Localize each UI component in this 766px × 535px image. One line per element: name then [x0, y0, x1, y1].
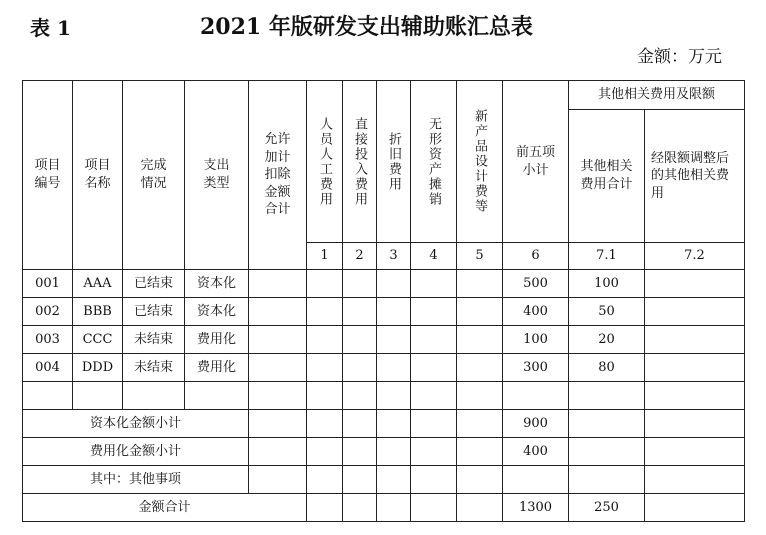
cell-empty: [377, 270, 411, 298]
cell-empty: [307, 438, 343, 466]
cell-empty: [307, 382, 343, 410]
cell-empty: [249, 326, 307, 354]
unit-label: 金额：万元: [637, 47, 722, 67]
cell-empty: [307, 326, 343, 354]
header-direct-input: 直接投入费用: [343, 81, 377, 243]
col-number: 7.2: [645, 243, 745, 270]
cell-empty: [343, 466, 377, 494]
cell-item-no: 002: [23, 298, 73, 326]
cell-empty: [377, 354, 411, 382]
cell-status: 已结束: [123, 298, 185, 326]
cell-top5: 1300: [503, 494, 569, 522]
header-other-group: 其他相关费用及限额: [569, 81, 745, 110]
summary-label: 资本化金额小计: [23, 410, 249, 438]
header-intangible: 无形资产摊销: [411, 81, 457, 243]
cell-status: 未结束: [123, 354, 185, 382]
cell-empty: [411, 466, 457, 494]
cell-empty: [307, 354, 343, 382]
cell-empty: [411, 494, 457, 522]
cell-empty: [73, 382, 123, 410]
cell-empty: [249, 410, 307, 438]
cell-top5: 500: [503, 270, 569, 298]
cell-empty: [377, 410, 411, 438]
cell-item-name: DDD: [73, 354, 123, 382]
cell-top5: 400: [503, 438, 569, 466]
cell-empty: [411, 382, 457, 410]
table-row-empty: [23, 382, 745, 410]
header-item-name: 项目 名称: [73, 81, 123, 270]
table-row: [23, 270, 745, 298]
header-allowed-deduction: 允许 加计 扣除 金额 合计: [249, 81, 307, 270]
summary-table: [22, 80, 745, 522]
cell-empty: [457, 354, 503, 382]
summary-row-expensed: [23, 438, 745, 466]
cell-item-no: 004: [23, 354, 73, 382]
cell-status: 已结束: [123, 270, 185, 298]
cell-empty: [307, 298, 343, 326]
cell-empty: [249, 298, 307, 326]
cell-empty: [307, 494, 343, 522]
cell-empty: [411, 298, 457, 326]
summary-row-capitalized: [23, 410, 745, 438]
cell-empty: [343, 382, 377, 410]
cell-empty: [411, 326, 457, 354]
cell-item-no: 003: [23, 326, 73, 354]
cell-type: 资本化: [185, 270, 249, 298]
cell-empty: [249, 382, 307, 410]
table-row: [23, 326, 745, 354]
cell-empty: [249, 466, 307, 494]
col-number: 5: [457, 243, 503, 270]
cell-empty: [503, 466, 569, 494]
cell-top5: 400: [503, 298, 569, 326]
cell-type: 费用化: [185, 354, 249, 382]
cell-item-name: BBB: [73, 298, 123, 326]
cell-empty: [645, 410, 745, 438]
cell-empty: [645, 326, 745, 354]
header-other-total: 其他相关 费用合计: [569, 110, 645, 243]
cell-empty: [23, 382, 73, 410]
cell-other-total: 50: [569, 298, 645, 326]
cell-empty: [343, 326, 377, 354]
col-number: 2: [343, 243, 377, 270]
cell-empty: [457, 270, 503, 298]
header-type: 支出 类型: [185, 81, 249, 270]
cell-top5: 300: [503, 354, 569, 382]
cell-empty: [343, 410, 377, 438]
cell-empty: [411, 438, 457, 466]
cell-empty: [457, 326, 503, 354]
cell-empty: [457, 466, 503, 494]
cell-empty: [569, 382, 645, 410]
cell-empty: [185, 382, 249, 410]
header-item-no: 项目 编号: [23, 81, 73, 270]
col-number: 7.1: [569, 243, 645, 270]
header-top5-subtotal: 前五项 小计: [503, 81, 569, 243]
cell-empty: [645, 438, 745, 466]
cell-item-no: 001: [23, 270, 73, 298]
cell-empty: [377, 466, 411, 494]
summary-label: 费用化金额小计: [23, 438, 249, 466]
cell-empty: [457, 494, 503, 522]
cell-empty: [307, 270, 343, 298]
cell-empty: [645, 466, 745, 494]
col-number: 3: [377, 243, 411, 270]
col-number: 4: [411, 243, 457, 270]
cell-empty: [569, 466, 645, 494]
cell-empty: [249, 438, 307, 466]
summary-label: 其中：其他事项: [23, 466, 249, 494]
cell-empty: [343, 494, 377, 522]
col-number: 6: [503, 243, 569, 270]
cell-empty: [249, 354, 307, 382]
cell-empty: [411, 354, 457, 382]
cell-empty: [411, 410, 457, 438]
summary-label: 金额合计: [23, 494, 307, 522]
cell-empty: [645, 270, 745, 298]
cell-top5: 100: [503, 326, 569, 354]
cell-empty: [645, 298, 745, 326]
cell-empty: [377, 494, 411, 522]
header-status: 完成 情况: [123, 81, 185, 270]
cell-empty: [377, 326, 411, 354]
cell-empty: [569, 438, 645, 466]
cell-status: 未结束: [123, 326, 185, 354]
cell-empty: [411, 270, 457, 298]
cell-empty: [645, 354, 745, 382]
cell-other-total: 100: [569, 270, 645, 298]
cell-empty: [249, 270, 307, 298]
cell-empty: [343, 298, 377, 326]
page-title: 2021 年版研发支出辅助账汇总表: [200, 14, 533, 40]
cell-item-name: AAA: [73, 270, 123, 298]
header-depreciation: 折旧费用: [377, 81, 411, 243]
cell-item-name: CCC: [73, 326, 123, 354]
cell-empty: [457, 410, 503, 438]
cell-other-total: 80: [569, 354, 645, 382]
cell-empty: [569, 410, 645, 438]
cell-empty: [343, 354, 377, 382]
title-bar: [0, 0, 766, 46]
cell-empty: [343, 270, 377, 298]
cell-empty: [457, 382, 503, 410]
cell-other-total: 20: [569, 326, 645, 354]
cell-empty: [645, 494, 745, 522]
cell-empty: [457, 298, 503, 326]
cell-other-total: 250: [569, 494, 645, 522]
cell-empty: [377, 382, 411, 410]
cell-empty: [307, 410, 343, 438]
cell-empty: [503, 382, 569, 410]
cell-type: 资本化: [185, 298, 249, 326]
table-row: [23, 298, 745, 326]
summary-row-total: [23, 494, 745, 522]
header-new-product: 新产品设计费等: [457, 81, 503, 243]
header-personnel: 人员人工费用: [307, 81, 343, 243]
summary-row-other: [23, 466, 745, 494]
cell-empty: [307, 466, 343, 494]
cell-empty: [123, 382, 185, 410]
cell-top5: 900: [503, 410, 569, 438]
cell-empty: [343, 438, 377, 466]
cell-empty: [377, 298, 411, 326]
cell-empty: [457, 438, 503, 466]
table-row: [23, 354, 745, 382]
header-other-adjusted: 经限额调整后的其他相关费用: [645, 110, 745, 243]
cell-type: 费用化: [185, 326, 249, 354]
cell-empty: [377, 438, 411, 466]
table-number: 表 1: [30, 16, 71, 40]
col-number: 1: [307, 243, 343, 270]
cell-empty: [645, 382, 745, 410]
